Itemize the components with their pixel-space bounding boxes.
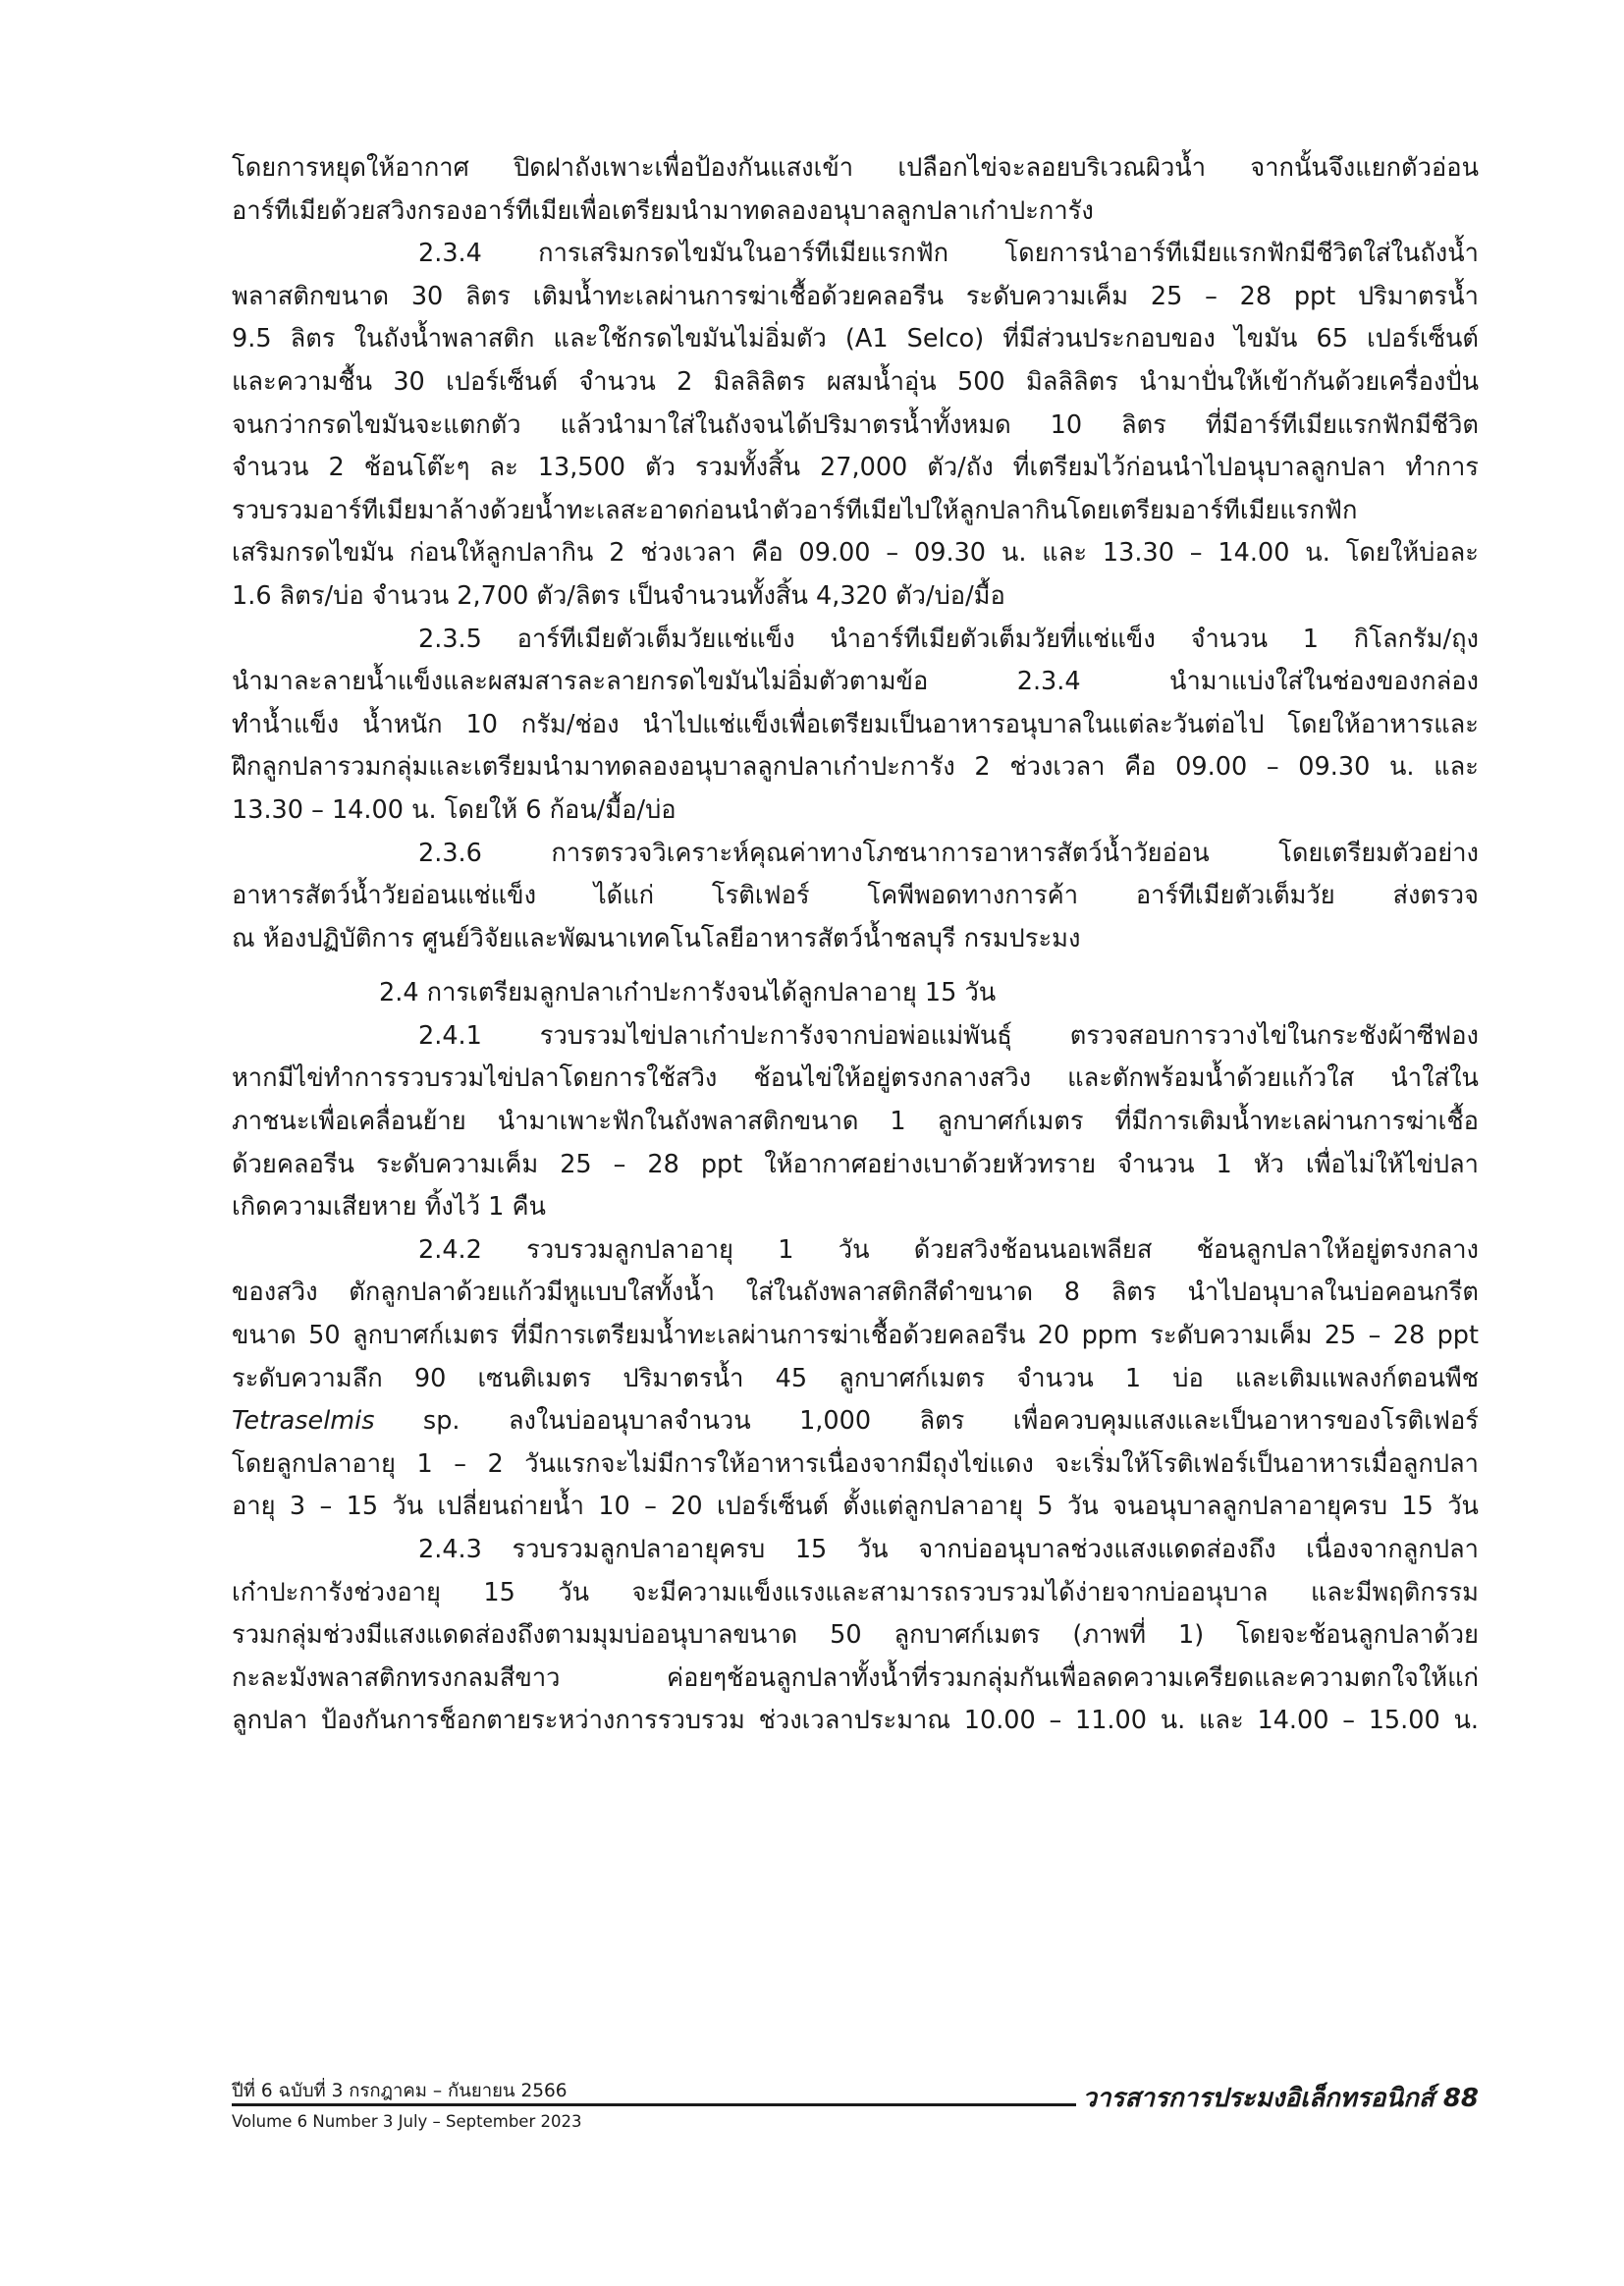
- paragraph-2-3-5: [232, 619, 1479, 833]
- text-line: และความชื้น 30 เปอร์เซ็นต์ จำนวน 2 มิลลิลิตร ผสมน้ำอุ่น 500 มิลลิลิตร นำมาปั่นให้เข้ากันด้วยเครื่องปั่น: [232, 366, 1479, 397]
- text-line: 9.5 ลิตร ในถังน้ำพลาสติก และใช้กรดไขมันไม่อิ่มตัว (A1 Selco) ที่มีส่วนประกอบของ ไขมัน 65 เปอร์เซ็นต์: [232, 324, 1479, 354]
- text-line: 2.4.1 รวบรวมไข่ปลาเก๋าปะการังจากบ่อพ่อแม่พันธุ์ ตรวจสอบการวางไข่ในกระชังผ้าซีฟอง: [418, 1020, 1479, 1051]
- text-line: เก๋าปะการังช่วงอายุ 15 วัน จะมีความแข็งแรงและสามารถรวบรวมได้ง่ายจากบ่ออนุบาล และมีพฤติกรรม: [232, 1577, 1479, 1607]
- species-name: Tetraselmis: [232, 1406, 375, 1437]
- text-line: [232, 1400, 1479, 1443]
- text-line: ระดับความลึก 90 เซนติเมตร ปริมาตรน้ำ 45 ลูกบาศก์เมตร จำนวน 1 บ่อ และเติมแพลงก์ตอนพืช: [232, 1363, 1479, 1393]
- text-line: โดยลูกปลาอายุ 1 – 2 วันแรกจะไม่มีการให้อาหารเนื่องจากมีถุงไข่แดง จะเริ่มให้โรติเฟอร์เป็นอาหารเมื่อลูกปลา: [232, 1448, 1479, 1479]
- text-line: อายุ 3 – 15 วัน เปลี่ยนถ่ายน้ำ 10 – 20 เปอร์เซ็นต์ ตั้งแต่ลูกปลาอายุ 5 วัน จนอนุบาลลูกปลาอายุครบ 15 วัน: [232, 1492, 1479, 1522]
- paragraph-2-3-4: [232, 233, 1479, 618]
- text-line: ของสวิง ตักลูกปลาด้วยแก้วมีหูแบบใสทั้งน้ำ ใส่ในถังพลาสติกสีดำขนาด 8 ลิตร นำไปอนุบาลในบ่อคอนกรีต: [232, 1278, 1479, 1308]
- text-line: รวบรวมอาร์ทีเมียมาล้างด้วยน้ำทะเลสะอาดก่อนนำตัวอาร์ทีเมียไปให้ลูกปลากินโดยเตรียมอาร์ทีเมียแรกฟัก: [232, 495, 1358, 525]
- text-line: 13.30 – 14.00 น. โดยให้ 6 ก้อน/มื้อ/บ่อ: [232, 794, 677, 825]
- text-line: 2.3.4 การเสริมกรดไขมันในอาร์ทีเมียแรกฟัก โดยการนำอาร์ทีเมียแรกฟักมีชีวิตใส่ในถังน้ำ: [418, 239, 1479, 269]
- text-line: ขนาด 50 ลูกบาศก์เมตร ที่มีการเตรียมน้ำทะเลผ่านการฆ่าเชื้อด้วยคลอรีน 20 ppm ระดับความเค็ม 25 – 28 ppt: [232, 1321, 1479, 1351]
- text-line: เสริมกรดไขมัน ก่อนให้ลูกปลากิน 2 ช่วงเวลา คือ 09.00 – 09.30 น. และ 13.30 – 14.00 น. โดยให้บ่อละ: [232, 538, 1479, 569]
- text-line: รวมกลุ่มช่วงมีแสงแดดส่องถึงตามมุมบ่ออนุบาลขนาด 50 ลูกบาศก์เมตร (ภาพที่ 1) โดยจะช้อนลูกปลาด้วย: [232, 1620, 1479, 1651]
- footer-divider: [232, 2103, 1076, 2106]
- footer-issue-english: Volume 6 Number 3 July – September 2023: [232, 2112, 582, 2131]
- paragraph-2-4-3: [232, 1529, 1479, 1743]
- footer-issue-thai: ปีที่ 6 ฉบับที่ 3 กรกฎาคม – กันยายน 2566: [232, 2081, 568, 2101]
- text-line: อาหารสัตว์น้ำวัยอ่อนแช่แข็ง ได้แก่ โรติเฟอร์ โคพีพอดทางการค้า อาร์ทีเมียตัวเต็มวัย ส่งตรวจ: [232, 881, 1479, 911]
- text-line: ภาชนะเพื่อเคลื่อนย้าย นำมาเพาะฟักในถังพลาสติกขนาด 1 ลูกบาศก์เมตร ที่มีการเติมน้ำทะเลผ่านการฆ่าเชื้อ: [232, 1107, 1479, 1137]
- text-line: หากมีไข่ทำการรวบรวมไข่ปลาโดยการใช้สวิง ช้อนไข่ให้อยู่ตรงกลางสวิง และตักพร้อมน้ำด้วยแก้วใส นำใส่ใน: [232, 1063, 1479, 1094]
- text-line: 2.4.3 รวบรวมลูกปลาอายุครบ 15 วัน จากบ่ออนุบาลช่วงแสงแดดส่องถึง เนื่องจากลูกปลา: [418, 1535, 1479, 1564]
- text-line: ณ ห้องปฏิบัติการ ศูนย์วิจัยและพัฒนาเทคโนโลยีอาหารสัตว์น้ำชลบุรี กรมประมง: [232, 923, 1081, 953]
- text-line: อาร์ทีเมียด้วยสวิงกรองอาร์ทีเมียเพื่อเตรียมนำมาทดลองอนุบาลลูกปลาเก๋าปะการัง: [232, 195, 1094, 226]
- section-heading-2-4: 2.4 การเตรียมลูกปลาเก๋าปะการังจนได้ลูกปลาอายุ 15 วัน: [379, 978, 997, 1008]
- text-line: 2.3.5 อาร์ทีเมียตัวเต็มวัยแช่แข็ง นำอาร์ทีเมียตัวเต็มวัยที่แช่แข็ง จำนวน 1 กิโลกรัม/ถุง: [418, 624, 1479, 654]
- text-line: ลูกปลา ป้องกันการช็อกตายระหว่างการรวบรวม ช่วงเวลาประมาณ 10.00 – 11.00 น. และ 14.00 – 15.00 น.: [232, 1706, 1479, 1736]
- text-line: ฝึกลูกปลารวมกลุ่มและเตรียมนำมาทดลองอนุบาลลูกปลาเก๋าปะการัง 2 ช่วงเวลา คือ 09.00 – 09.30 น. และ: [232, 752, 1479, 783]
- text-span: sp. ลงในบ่ออนุบาลจำนวน 1,000 ลิตร เพื่อควบคุมแสงและเป็นอาหารของโรติเฟอร์: [374, 1406, 1479, 1437]
- text-line: 1.6 ลิตร/บ่อ จำนวน 2,700 ตัว/ลิตร เป็นจำนวนทั้งสิ้น 4,320 ตัว/บ่อ/มื้อ: [232, 580, 1005, 611]
- footer-journal-page: วารสารการประมงอิเล็กทรอนิกส์ 88: [1082, 2084, 1479, 2113]
- text-line: โดยการหยุดให้อากาศ ปิดฝาถังเพาะเพื่อป้องกันแสงเข้า เปลือกไข่จะลอยบริเวณผิวน้ำ จากนั้นจึงแยกตัวอ่อน: [232, 153, 1479, 183]
- text-line: ทำน้ำแข็ง น้ำหนัก 10 กรัม/ช่อง นำไปแช่แข็งเพื่อเตรียมเป็นอาหารอนุบาลในแต่ละวันต่อไป โดยให้อาหารและ: [232, 709, 1479, 739]
- paragraph-continued: [232, 147, 1479, 233]
- text-line: เกิดความเสียหาย ทิ้งไว้ 1 คืน: [232, 1192, 546, 1223]
- paragraph-2-4-2: [232, 1229, 1479, 1529]
- paragraph-2-4-1: [232, 1015, 1479, 1229]
- text-line: 2.3.6 การตรวจวิเคราะห์คุณค่าทางโภชนาการอาหารสัตว์น้ำวัยอ่อน โดยเตรียมตัวอย่าง: [418, 838, 1479, 868]
- text-line: กะละมังพลาสติกทรงกลมสีขาว ค่อยๆช้อนลูกปลาทั้งน้ำที่รวมกลุ่มกันเพื่อลดความเครียดและความตกใจให้แก่: [232, 1662, 1479, 1693]
- footer-issue-info: [232, 2079, 581, 2135]
- text-line: จำนวน 2 ช้อนโต๊ะๆ ละ 13,500 ตัว รวมทั้งสิ้น 27,000 ตัว/ถัง ที่เตรียมไว้ก่อนนำไปอนุบาลลูกปลา ทำการ: [232, 453, 1479, 483]
- text-line: จนกว่ากรดไขมันจะแตกตัว แล้วนำมาใส่ในถังจนได้ปริมาตรน้ำทั้งหมด 10 ลิตร ที่มีอาร์ทีเมียแรกฟักมีชีวิต: [232, 409, 1479, 440]
- text-line: 2.4.2 รวบรวมลูกปลาอายุ 1 วัน ด้วยสวิงช้อนนอเพลียส ช้อนลูกปลาให้อยู่ตรงกลาง: [418, 1234, 1479, 1265]
- text-line: พลาสติกขนาด 30 ลิตร เติมน้ำทะเลผ่านการฆ่าเชื้อด้วยคลอรีน ระดับความเค็ม 25 – 28 ppt ปริมาตรน้ำ: [232, 281, 1479, 311]
- text-line: นำมาละลายน้ำแข็งและผสมสารละลายกรดไขมันไม่อิ่มตัวตามข้อ 2.3.4 นำมาแบ่งใส่ในช่องของกล่อง: [232, 667, 1479, 697]
- article-body: [232, 147, 1479, 1743]
- text-line: ด้วยคลอรีน ระดับความเค็ม 25 – 28 ppt ให้อากาศอย่างเบาด้วยหัวทราย จำนวน 1 หัว เพื่อไม่ให้ไข่ปลา: [232, 1149, 1479, 1179]
- paragraph-2-3-6: [232, 833, 1479, 961]
